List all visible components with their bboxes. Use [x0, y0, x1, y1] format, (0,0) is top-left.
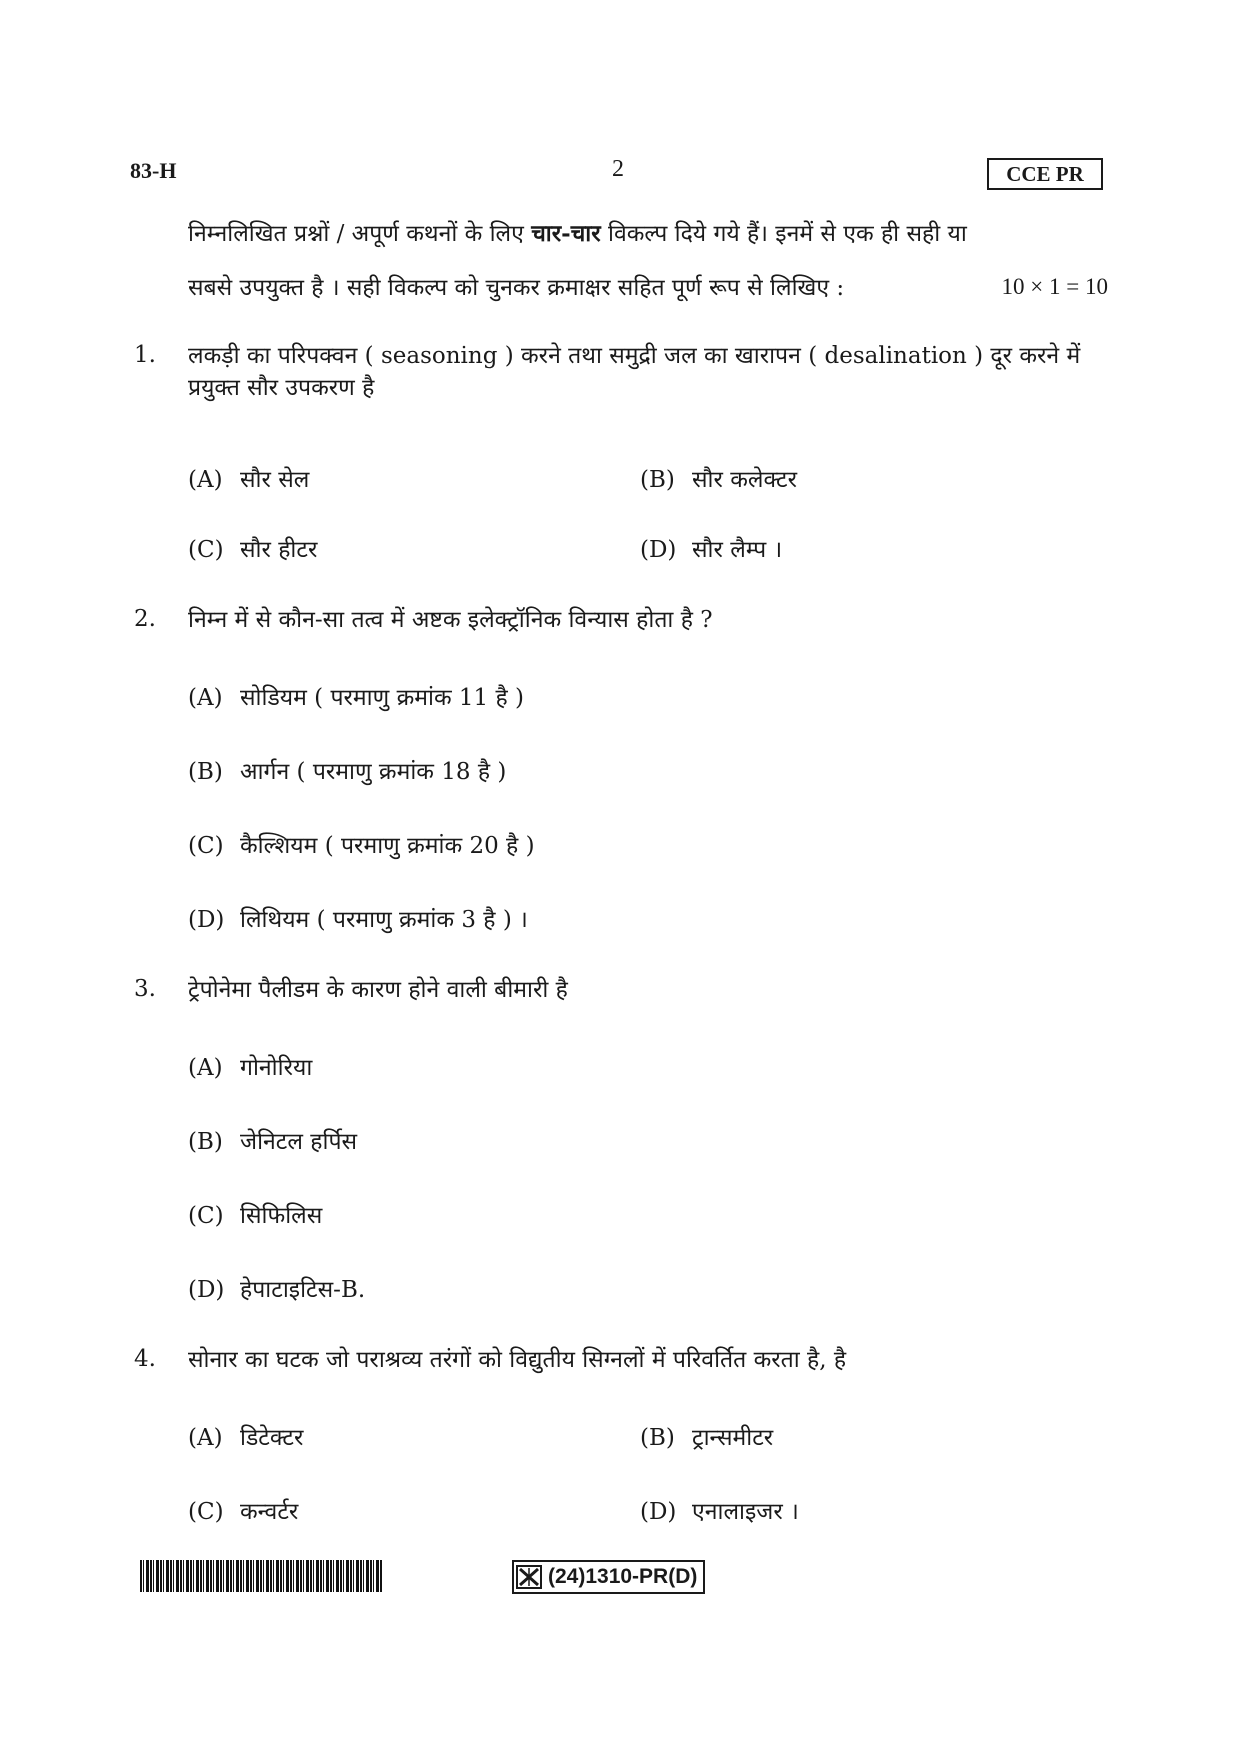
option: [188, 828, 535, 860]
option: [188, 1272, 365, 1304]
marks-allocation: 10 × 1 = 10: [1001, 274, 1108, 299]
option-text: आर्गन ( परमाणु क्रमांक 18 है ): [240, 759, 507, 785]
series-box: CCE PR: [987, 158, 1103, 190]
option-label: (B): [640, 467, 675, 493]
option-text: सिफिलिस: [240, 1203, 323, 1229]
barcode-image: [140, 1560, 382, 1592]
option-label: (B): [188, 759, 223, 785]
option: [640, 532, 782, 564]
option-label: (A): [188, 1425, 223, 1451]
option-text: डिटेक्टर: [240, 1425, 304, 1451]
cross-mark-icon: [516, 1565, 542, 1589]
option-text: गोनोरिया: [240, 1055, 313, 1081]
option-text: सौर सेल: [240, 467, 310, 493]
option-text: हेपाटाइटिस-B.: [240, 1277, 366, 1303]
option: [188, 1050, 312, 1082]
option: [188, 680, 524, 712]
instruction-text: विकल्प दिये गये हैं। इनमें से एक ही सही या: [600, 221, 967, 247]
option-label: (B): [640, 1425, 675, 1451]
instruction-line-1: [188, 218, 1108, 250]
option-label: (D): [640, 1499, 677, 1525]
option-label: (C): [188, 537, 224, 563]
question-number: 1.: [134, 342, 156, 368]
option-text: सौर कलेक्टर: [692, 467, 798, 493]
option-text: सोडियम ( परमाणु क्रमांक 11 है ): [240, 685, 525, 711]
option-label: (A): [188, 685, 223, 711]
instruction-line-2: सबसे उपयुक्त है । सही विकल्प को चुनकर क्रमाक्षर सहित पूर्ण रूप से लिखिए :: [188, 275, 845, 301]
option-text: लिथियम ( परमाणु क्रमांक 3 है ) ।: [240, 907, 528, 933]
question-text: लकड़ी का परिपक्वन ( seasoning ) करने तथा समुद्री जल का खारापन ( desalination ) दूर करने में प्रयुक्त सौर उपकरण है: [188, 343, 1081, 401]
option-text: सौर हीटर: [240, 537, 318, 563]
question-text: सोनार का घटक जो पराश्रव्य तरंगों को विद्युतीय सिग्नलों में परिवर्तित करता है, है: [188, 1347, 847, 1373]
option: [640, 1420, 773, 1452]
option: [188, 1124, 357, 1156]
question-number: 2.: [134, 606, 156, 632]
option-text: जेनिटल हर्पिस: [240, 1129, 358, 1155]
instruction-bold: चार-चार: [531, 220, 601, 247]
option-label: (D): [188, 1277, 225, 1303]
option-label: (C): [188, 1499, 224, 1525]
footer-code: (24)1310-PR(D): [548, 1565, 698, 1588]
option: [188, 1420, 303, 1452]
option-label: (C): [188, 833, 224, 859]
paper-code: 83-H: [130, 158, 177, 183]
instruction-text: निम्नलिखित प्रश्नों / अपूर्ण कथनों के लिए: [188, 221, 532, 247]
option-label: (D): [640, 537, 677, 563]
question-text: निम्न में से कौन-सा तत्व में अष्टक इलेक्ट्रॉनिक विन्यास होता है ?: [188, 607, 713, 633]
option: [640, 462, 797, 494]
option: [188, 462, 309, 494]
option-text: सौर लैम्प ।: [692, 537, 783, 563]
option-text: कैल्शियम ( परमाणु क्रमांक 20 है ): [240, 833, 535, 859]
question-number: 4.: [134, 1346, 156, 1372]
option-text: ट्रान्समीटर: [692, 1425, 774, 1451]
question-number: 3.: [134, 976, 156, 1002]
option: [188, 1494, 298, 1526]
option-label: (D): [188, 907, 225, 933]
option-label: (B): [188, 1129, 223, 1155]
option-text: कन्वर्टर: [240, 1499, 299, 1525]
page-number: 2: [612, 156, 624, 182]
footer-code-box: [512, 1560, 705, 1594]
option-label: (A): [188, 467, 223, 493]
option-text: एनालाइजर ।: [692, 1499, 799, 1525]
question-text: ट्रेपोनेमा पैलीडम के कारण होने वाली बीमारी है: [188, 977, 568, 1003]
option: [188, 902, 528, 934]
option-label: (C): [188, 1203, 224, 1229]
option: [188, 1198, 322, 1230]
option: [188, 532, 317, 564]
option: [188, 754, 506, 786]
option-label: (A): [188, 1055, 223, 1081]
option: [640, 1494, 799, 1526]
